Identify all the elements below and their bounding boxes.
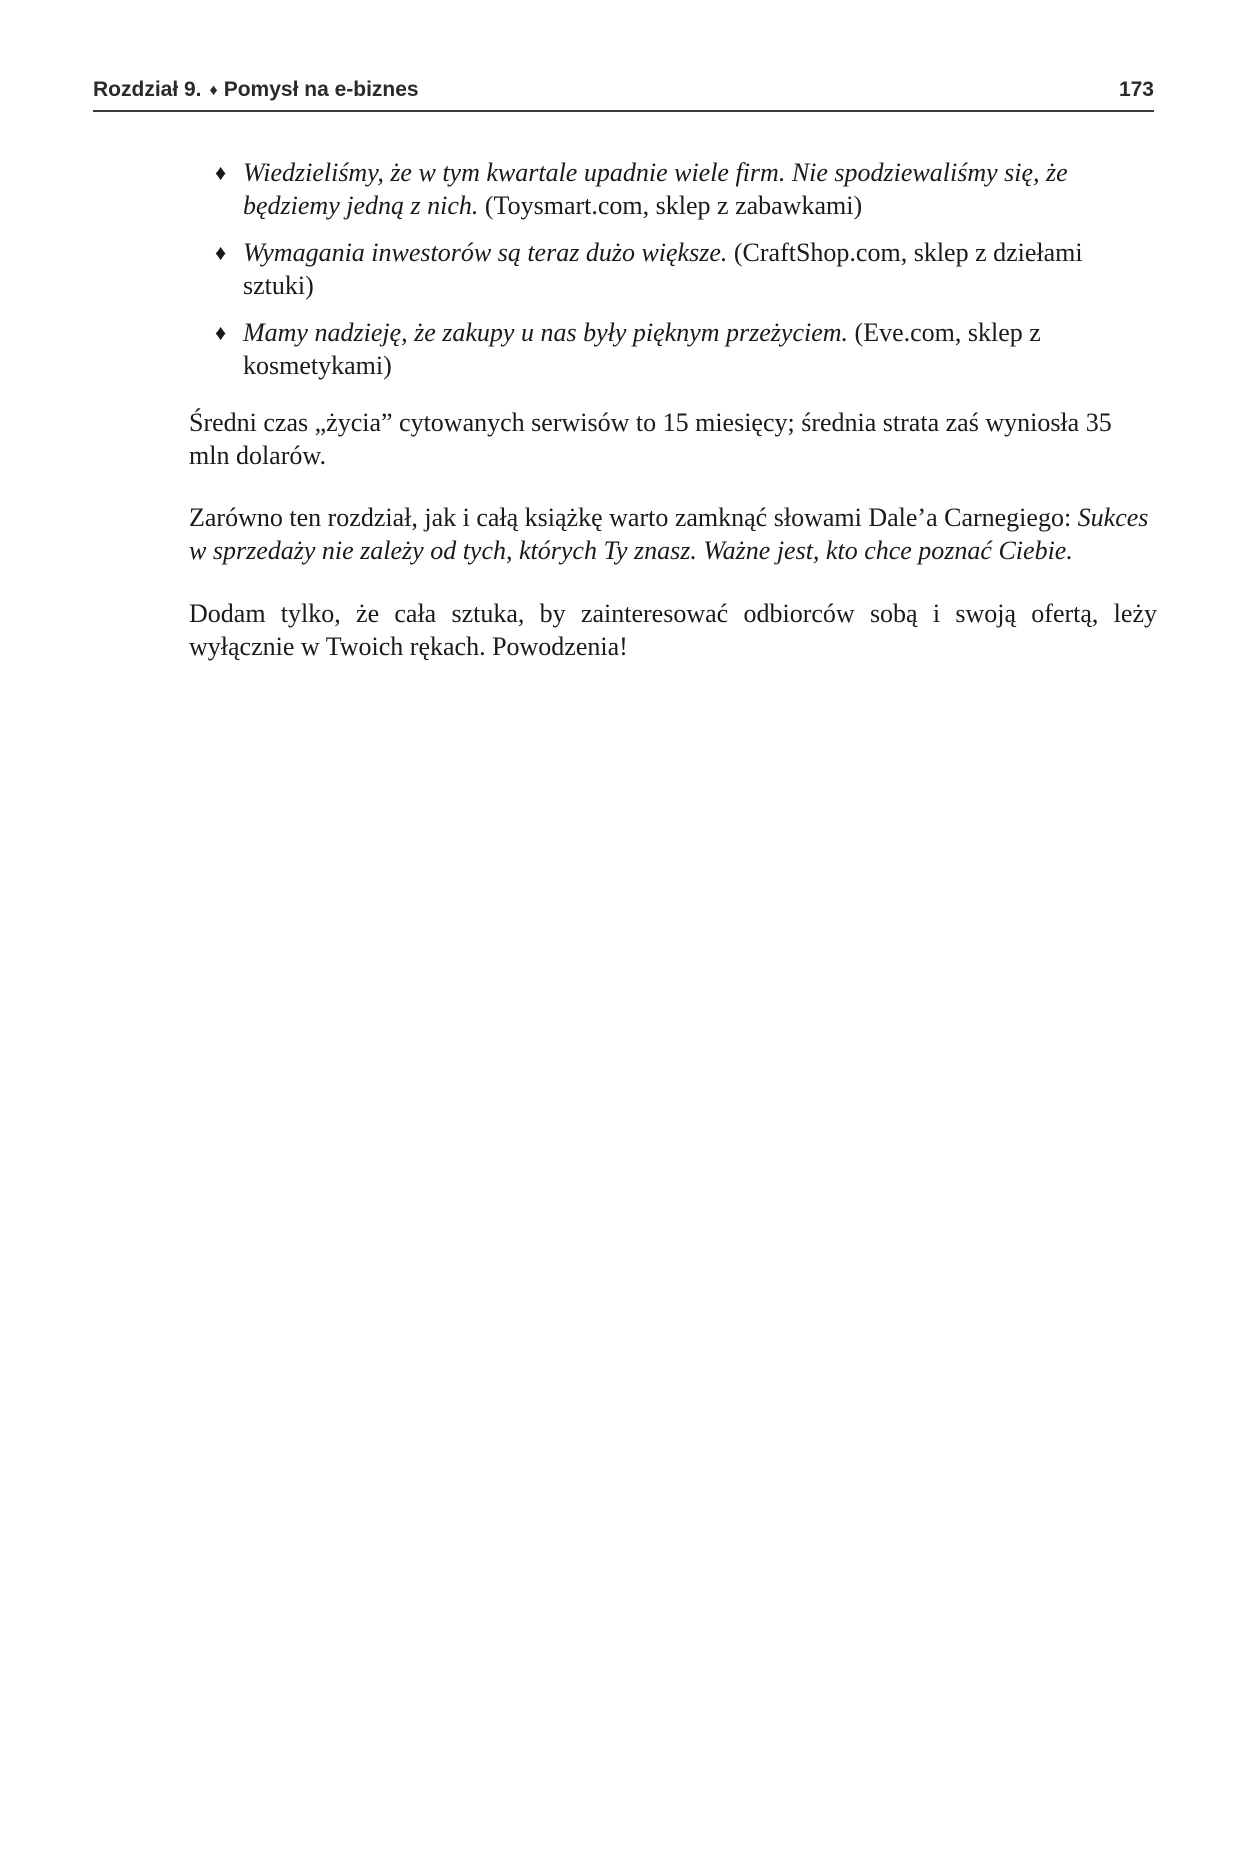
list-item (189, 156, 1113, 222)
quote-source: (Eve.com, sklep z kosmetykami) (243, 318, 1041, 380)
list-item (189, 316, 1113, 382)
quote-source: (Toysmart.com, sklep z zabawkami) (484, 191, 863, 220)
running-header (93, 76, 1154, 112)
paragraph-text: Zarówno ten rozdział, jak i całą książkę warto zamknąć słowami Dale’a Carnegiego: (189, 503, 1072, 532)
paragraph-average-lifetime: Średni czas „życia” cytowanych serwisów to 15 miesięcy; średnia strata zaś wyniosła 35 mln dolarów. (189, 408, 1112, 470)
quote-text: Mamy nadzieję, że zakupy u nas były pięknym przeżyciem. (243, 318, 849, 347)
carnegie-quote: Sukces w sprzedaży nie zależy od tych, których Ty znasz. Ważne jest, kto chce poznać Ciebie. (189, 503, 1149, 565)
list-item (189, 236, 1113, 302)
diamond-bullet-icon: ♦ (215, 320, 227, 345)
header-chapter-title (93, 78, 419, 102)
quote-list (189, 156, 1157, 382)
page-number: 173 (1118, 78, 1154, 101)
quote-text: Wiedzieliśmy, że w tym kwartale upadnie wiele firm. Nie spodziewaliśmy się, że będziemy jedną z nich. (243, 158, 1068, 220)
header-diamond-icon: ♦ (209, 82, 218, 99)
chapter-label: Rozdział 9. (93, 78, 202, 101)
diamond-bullet-icon: ♦ (215, 160, 227, 185)
paragraph-closing: Dodam tylko, że cała sztuka, by zainteresować odbiorców sobą i swoją ofertą, leży wyłącznie w Twoich rękach. Powodzenia! (189, 599, 1157, 661)
chapter-title: Pomysł na e-biznes (223, 78, 419, 101)
paragraph-carnegie-quote (189, 501, 1157, 567)
page-body (189, 156, 1157, 663)
quote-text: Wymagania inwestorów są teraz dużo większe. (243, 238, 728, 267)
diamond-bullet-icon: ♦ (215, 240, 227, 265)
quote-source: (CraftShop.com, sklep z dziełami sztuki) (243, 238, 1083, 300)
